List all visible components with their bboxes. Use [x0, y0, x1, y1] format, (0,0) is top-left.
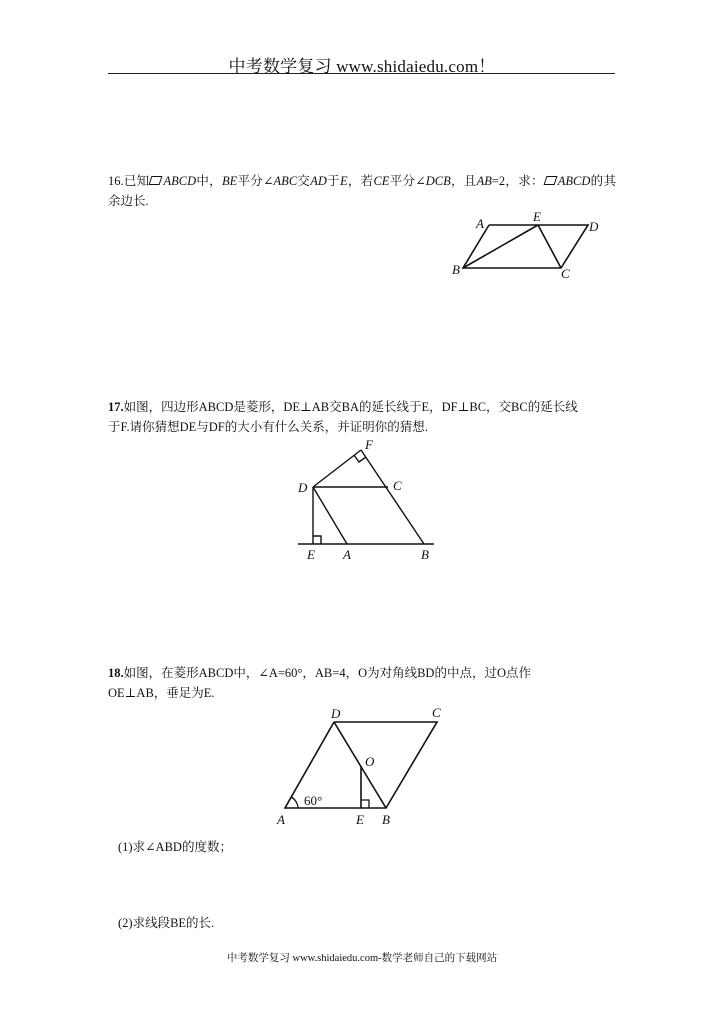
q18-rhombus-figure	[272, 700, 462, 832]
q16-segment-CE	[538, 225, 561, 268]
q16-label-E: E	[533, 209, 541, 224]
q16-label-D: D	[589, 219, 599, 234]
parallelogram-icon	[149, 176, 163, 185]
q16-label-A: A	[476, 216, 484, 231]
question-16-text: 16.已知 ABCD中，BE平分∠ABC交AD于E，若CE平分∠DCB，且AB=2，求： ABCD的其余边长.	[108, 174, 616, 208]
header-divider	[108, 73, 615, 74]
q17-label-D: D	[298, 480, 308, 495]
q18-label-A: A	[277, 812, 285, 827]
page-footer: 中考数学复习 www.shidaiedu.com-数学老师自己的下载网站	[226, 953, 498, 964]
q17-label-B: B	[421, 547, 429, 562]
q17-label-A: A	[343, 547, 351, 562]
q18-diagonal-BD	[334, 722, 386, 808]
question-18-text: 18.如图，在菱形ABCD中，∠A=60°，AB=4，O为对角线BD的中点，过O点作 OE⊥AB，垂足为E.	[108, 666, 531, 700]
q18-label-O: O	[365, 754, 375, 769]
q17-right-angle-F	[354, 455, 366, 462]
question-17-text: 17.如图，四边形ABCD是菱形，DE⊥AB交BA的延长线于E，DF⊥BC，交BC的延长线 于F.请你猜想DE与DF的大小有什么关系，并证明你的猜想.	[108, 400, 578, 434]
page-header-title: 中考数学复习 www.shidaiedu.com！	[228, 57, 496, 76]
q18-part-1: (1)求∠ABD的度数；	[118, 840, 232, 854]
q18-right-angle-E	[361, 800, 369, 808]
q17-label-E: E	[307, 547, 315, 562]
q18-label-C: C	[432, 705, 441, 720]
q18-angle-label: 60°	[304, 793, 323, 808]
q18-label-E: E	[356, 812, 364, 827]
q17-rhombus-figure	[290, 436, 460, 566]
q18-label-D: D	[331, 706, 341, 721]
q18-number: 18.	[108, 666, 124, 680]
q18-label-B: B	[382, 812, 390, 827]
q17-label-F: F	[365, 437, 373, 452]
q16-label-B: B	[452, 262, 460, 277]
q17-right-angle-E	[313, 536, 321, 544]
q16-segment-BE	[463, 225, 538, 268]
q16-number: 16.	[108, 174, 124, 188]
q17-line-FB	[361, 450, 424, 544]
q18-part-2: (2)求线段BE的长.	[118, 916, 215, 930]
q17-number: 17.	[108, 400, 124, 414]
q17-label-C: C	[393, 478, 402, 493]
parallelogram-icon	[543, 176, 557, 185]
q16-label-C: C	[561, 266, 570, 280]
q16-parallelogram-figure	[450, 208, 610, 280]
q18-angle-arc-A	[291, 797, 298, 808]
